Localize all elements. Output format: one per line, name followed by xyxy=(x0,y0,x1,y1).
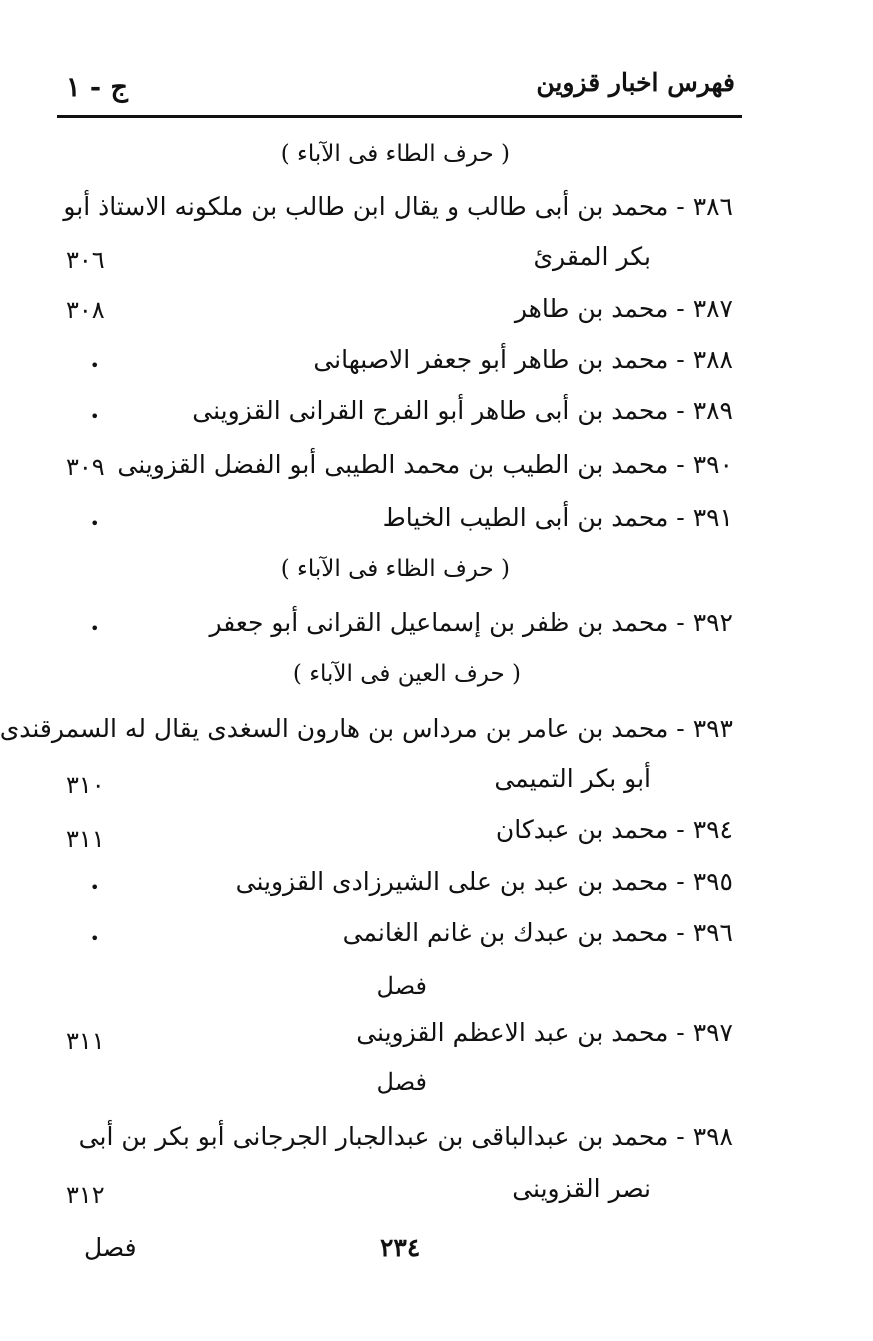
entry-386-line2: بكر المقرئ xyxy=(533,242,651,271)
entry-387: ٣٨٧ - محمد بن طاهر xyxy=(514,294,733,323)
entry-398-page: ٣١٢ xyxy=(66,1181,105,1209)
entry-391: ٣٩١ - محمد بن أبی الطيب الخياط xyxy=(382,503,733,532)
entry-395-ditto: • xyxy=(90,878,100,897)
section-heading-za: ( حرف الظاء فی الآباء ) xyxy=(280,556,510,582)
entry-393-line1: ٣٩٣ - محمد بن عامر بن مرداس بن هارون السغدی يقال له السمرقندی xyxy=(0,714,733,743)
section-heading-ain: ( حرف العين فی الآباء ) xyxy=(292,661,521,687)
entry-393-line2: أبو بكر التميمی xyxy=(494,764,651,793)
entry-386-line1: ٣٨٦ - محمد بن أبی طالب و يقال ابن طالب بن ملكونه الاستاذ أبو xyxy=(63,192,733,221)
entry-390: ٣٩٠ - محمد بن الطيب بن محمد الطيبی أبو الفضل القزوينی xyxy=(117,450,733,479)
entry-389-ditto: • xyxy=(90,407,100,426)
entry-398-line1: ٣٩٨ - محمد بن عبدالباقی بن عبدالجبار الجرجانی أبو بكر بن أبی xyxy=(78,1122,733,1151)
fasl-heading-2: فصل xyxy=(376,1068,427,1096)
entry-398-line2: نصر القزوينی xyxy=(512,1174,651,1203)
running-title: فهرس اخبار قزوين xyxy=(536,68,735,97)
entry-391-ditto: • xyxy=(90,514,100,533)
entry-389: ٣٨٩ - محمد بن أبی طاهر أبو الفرج القرانی القزوينی xyxy=(192,396,733,425)
fasl-heading-1: فصل xyxy=(376,972,427,1000)
entry-397-page: ٣١١ xyxy=(66,1027,105,1055)
entry-396: ٣٩٦ - محمد بن عبدك بن غانم الغانمی xyxy=(342,918,733,947)
entry-394-page: ٣١١ xyxy=(66,825,105,853)
header-rule xyxy=(57,115,742,118)
page-number: ٢٣٤ xyxy=(380,1233,421,1262)
entry-392-ditto: • xyxy=(90,619,100,638)
catchword: فصل xyxy=(84,1233,137,1262)
entry-388: ٣٨٨ - محمد بن طاهر أبو جعفر الاصبهانی xyxy=(313,345,733,374)
entry-394: ٣٩٤ - محمد بن عبدكان xyxy=(495,815,733,844)
entry-396-ditto: • xyxy=(90,929,100,948)
section-heading-ta: ( حرف الطاء فی الآباء ) xyxy=(280,141,510,167)
entry-392: ٣٩٢ - محمد بن ظفر بن إسماعيل القرانی أبو جعفر xyxy=(209,608,733,637)
entry-386-page: ٣٠٦ xyxy=(66,246,105,274)
entry-393-page: ٣١٠ xyxy=(66,771,105,799)
entry-390-page: ٣٠٩ xyxy=(66,453,105,481)
entry-395: ٣٩٥ - محمد بن عبد بن علی الشيرزادی القزوينی xyxy=(235,867,733,896)
entry-388-ditto: • xyxy=(90,356,100,375)
entry-387-page: ٣٠٨ xyxy=(66,296,105,324)
volume-label: ج - ١ xyxy=(66,72,128,103)
entry-397: ٣٩٧ - محمد بن عبد الاعظم القزوينی xyxy=(356,1018,733,1047)
